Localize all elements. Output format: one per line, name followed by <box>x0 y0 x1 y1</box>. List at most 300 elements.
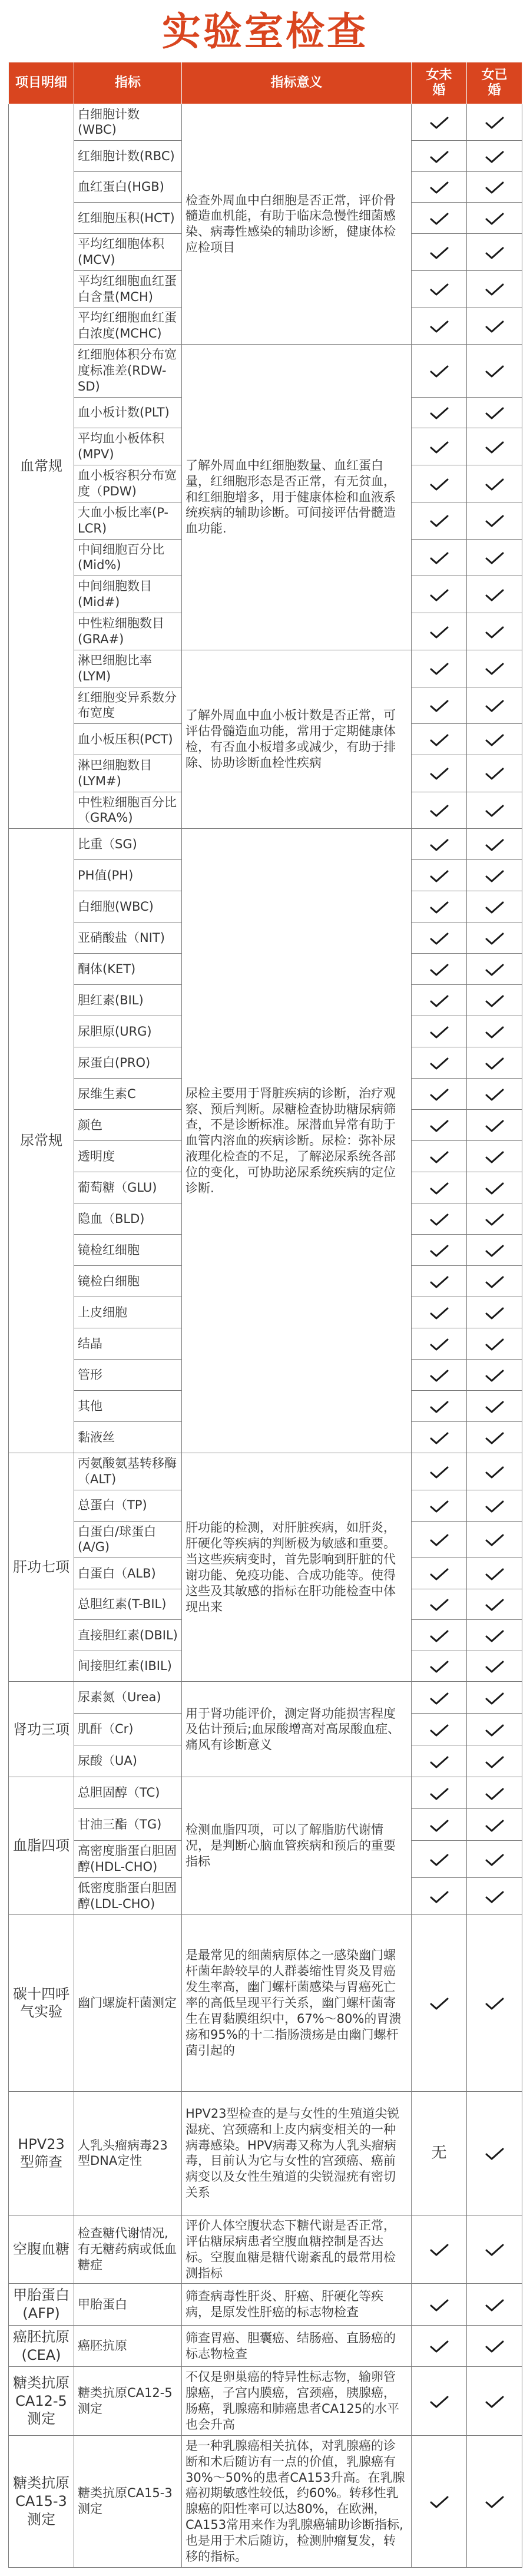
indicator-cell: 总蛋白（TP) <box>74 1490 182 1522</box>
check-mark-icon <box>485 1599 505 1611</box>
married-check-cell <box>467 650 522 687</box>
check-mark-icon <box>485 213 505 224</box>
check-mark-icon <box>485 1026 505 1038</box>
check-mark-icon <box>429 1120 449 1132</box>
meaning-cell: 检查外周血中白细胞是否正常，评价骨髓造血机能，有助于临床急慢性细菌感染、病毒性感染的辅助诊断，健康体检应检项目 <box>182 104 412 345</box>
check-mark-icon <box>429 1630 449 1642</box>
unmarried-check-cell <box>412 922 467 954</box>
check-mark-icon <box>429 1756 449 1768</box>
check-mark-icon <box>485 151 505 163</box>
unmarried-check-cell <box>412 576 467 613</box>
category-cell: 甲胎蛋白(AFP) <box>9 2284 74 2325</box>
check-mark-icon <box>429 1057 449 1069</box>
check-mark-icon <box>429 1151 449 1163</box>
check-mark-icon <box>485 1756 505 1768</box>
indicator-cell: 黏液丝 <box>74 1422 182 1453</box>
table-row <box>9 1682 522 1714</box>
check-mark-icon <box>485 626 505 638</box>
category-cell: 肾功三项 <box>9 1682 74 1777</box>
check-mark-icon <box>429 1432 449 1444</box>
check-mark-icon <box>485 1276 505 1288</box>
check-mark-icon <box>429 1370 449 1381</box>
married-check-cell <box>467 1521 522 1558</box>
check-mark-icon <box>429 151 449 163</box>
unmarried-check-cell <box>412 985 467 1016</box>
indicator-cell: 直接胆红素(DBIL) <box>74 1620 182 1651</box>
unmarried-check-cell <box>412 1914 467 2091</box>
indicator-cell: 丙氨酸氨基转移酶（ALT) <box>74 1453 182 1490</box>
category-cell: 糖类抗原CA15-3测定 <box>9 2435 74 2567</box>
header-indicator: 指标 <box>74 62 182 104</box>
check-mark-icon <box>429 1466 449 1478</box>
unmarried-check-cell <box>412 891 467 922</box>
check-mark-icon <box>429 870 449 882</box>
unmarried-check-cell <box>412 1141 467 1172</box>
indicator-cell: 透明度 <box>74 1141 182 1172</box>
check-mark-icon <box>429 1692 449 1704</box>
category-cell: 血常规 <box>9 104 74 829</box>
check-mark-icon <box>429 2396 449 2408</box>
indicator-cell: 颜色 <box>74 1110 182 1141</box>
header-meaning: 指标意义 <box>182 62 412 104</box>
married-check-cell <box>467 829 522 860</box>
category-cell: 尿常规 <box>9 829 74 1453</box>
indicator-cell: 尿蛋白(PRO) <box>74 1047 182 1079</box>
check-mark-icon <box>429 700 449 712</box>
unmarried-check-cell <box>412 1490 467 1522</box>
unmarried-check-cell <box>412 792 467 829</box>
check-mark-icon <box>485 1338 505 1350</box>
check-mark-icon <box>429 407 449 419</box>
check-mark-icon <box>429 478 449 490</box>
married-check-cell <box>467 1016 522 1047</box>
category-cell: 糖类抗原CA12-5测定 <box>9 2367 74 2436</box>
indicator-cell: 人乳头瘤病毒23型DNA定性 <box>74 2091 182 2215</box>
table-row <box>9 650 522 687</box>
check-mark-icon <box>429 1338 449 1350</box>
check-mark-icon <box>429 1568 449 1580</box>
category-cell: 肝功七项 <box>9 1453 74 1682</box>
unmarried-check-cell <box>412 1777 467 1809</box>
unmarried-check-cell <box>412 1841 467 1878</box>
check-mark-icon <box>485 1788 505 1800</box>
header-married: 女已婚 <box>467 62 522 104</box>
check-mark-icon <box>485 1245 505 1256</box>
unmarried-check-cell <box>412 270 467 307</box>
check-mark-icon <box>485 283 505 295</box>
check-mark-icon <box>429 626 449 638</box>
unmarried-check-cell <box>412 1521 467 1558</box>
unmarried-check-cell <box>412 1878 467 1915</box>
indicator-cell: 总胆红素(T-BIL) <box>74 1589 182 1620</box>
indicator-cell: 尿素氮（Urea) <box>74 1682 182 1714</box>
indicator-cell: 上皮细胞 <box>74 1297 182 1328</box>
indicator-cell: 镜检白细胞 <box>74 1266 182 1297</box>
indicator-cell: 淋巴细胞数目(LYM#) <box>74 755 182 792</box>
page-title: 实验室检查 <box>162 9 368 54</box>
unmarried-check-cell <box>412 2435 467 2567</box>
check-mark-icon <box>485 1120 505 1132</box>
married-check-cell <box>467 1297 522 1328</box>
check-mark-icon <box>485 1307 505 1319</box>
married-check-cell <box>467 203 522 234</box>
check-mark-icon <box>429 1891 449 1903</box>
unmarried-check-cell <box>412 687 467 724</box>
married-check-cell <box>467 2325 522 2366</box>
unmarried-check-cell <box>412 829 467 860</box>
meaning-cell: HPV23型检查的是与女性的生殖道尖锐湿疣、宫颈癌和上皮内病变相关的一种病毒感染。HPV病毒又称为人乳头瘤病毒，目前认为它与女性的宫颈癌、癌前病变以及女性生殖道的尖锐湿疣有密切关系 <box>182 2091 412 2215</box>
indicator-cell: 甘油三酯（TG) <box>74 1809 182 1841</box>
meaning-cell: 肝功能的检测，对肝脏疾病，如肝炎，肝硬化等疾病的判断极为敏感和重要。当这些疾病变时，首先影响到肝脏的代谢功能、免疫功能、合成功能等。使得这些及其敏感的指标在肝功能检查中体现出来 <box>182 1453 412 1682</box>
unmarried-check-cell <box>412 1651 467 1682</box>
married-check-cell <box>467 985 522 1016</box>
check-mark-icon <box>429 1500 449 1512</box>
indicator-cell: 白蛋白（ALB) <box>74 1558 182 1589</box>
unmarried-check-cell <box>412 954 467 985</box>
check-mark-icon <box>429 552 449 564</box>
married-check-cell <box>467 1878 522 1915</box>
married-check-cell <box>467 1360 522 1391</box>
check-mark-icon <box>429 932 449 944</box>
unmarried-check-cell <box>412 1422 467 1453</box>
unmarried-check-cell <box>412 1328 467 1360</box>
check-mark-icon <box>485 181 505 193</box>
unmarried-check-cell <box>412 1047 467 1079</box>
married-check-cell <box>467 1422 522 1453</box>
married-check-cell <box>467 2091 522 2215</box>
unmarried-check-cell <box>412 1110 467 1141</box>
married-check-cell <box>467 860 522 891</box>
check-mark-icon <box>429 1998 449 2009</box>
indicator-cell: 中性粒细胞数目(GRA#) <box>74 613 182 650</box>
check-mark-icon <box>485 117 505 128</box>
indicator-cell: 糖类抗原CA12-5测定 <box>74 2367 182 2436</box>
check-mark-icon <box>429 181 449 193</box>
married-check-cell <box>467 576 522 613</box>
indicator-cell: 平均血小板体积(MPV) <box>74 428 182 465</box>
married-check-cell <box>467 1651 522 1682</box>
check-mark-icon <box>485 1182 505 1194</box>
unmarried-check-cell <box>412 1682 467 1714</box>
check-mark-icon <box>485 407 505 419</box>
unmarried-check-cell <box>412 2284 467 2325</box>
check-mark-icon <box>485 515 505 527</box>
meaning-cell: 评价人体空腹状态下糖代谢是否正常，评估糖尿病患者空腹血糖控制是否达标。空腹血糖是糖代谢紊乱的最常用检测指标 <box>182 2215 412 2284</box>
unmarried-check-cell <box>412 1589 467 1620</box>
married-check-cell <box>467 792 522 829</box>
check-mark-icon <box>429 117 449 128</box>
unmarried-check-cell <box>412 724 467 755</box>
indicator-cell: 中间细胞数目(Mid#) <box>74 576 182 613</box>
check-mark-icon <box>429 839 449 851</box>
check-mark-icon <box>485 1630 505 1642</box>
check-mark-icon <box>429 1820 449 1831</box>
married-check-cell <box>467 755 522 792</box>
check-mark-icon <box>429 2340 449 2352</box>
check-mark-icon <box>429 1026 449 1038</box>
indicator-cell: 平均红细胞体积(MCV) <box>74 233 182 270</box>
check-mark-icon <box>485 1534 505 1546</box>
check-mark-icon <box>485 365 505 377</box>
married-check-cell <box>467 1391 522 1422</box>
indicator-cell: 高密度脂蛋白胆固醇(HDL-CHO) <box>74 1841 182 1878</box>
indicator-cell: 甲胎蛋白 <box>74 2284 182 2325</box>
indicator-cell: 幽门螺旋杆菌测定 <box>74 1914 182 2091</box>
married-check-cell <box>467 2367 522 2436</box>
check-mark-icon <box>485 1466 505 1478</box>
indicator-cell: 白细胞(WBC) <box>74 891 182 922</box>
married-check-cell <box>467 397 522 428</box>
check-mark-icon <box>429 1854 449 1866</box>
unmarried-check-cell <box>412 1809 467 1841</box>
indicator-cell: 管形 <box>74 1360 182 1391</box>
married-check-cell <box>467 1079 522 1110</box>
married-check-cell <box>467 1141 522 1172</box>
unmarried-check-cell <box>412 203 467 234</box>
married-check-cell <box>467 1620 522 1651</box>
unmarried-check-cell <box>412 1172 467 1203</box>
check-mark-icon <box>485 1854 505 1866</box>
category-cell: HPV23型筛查 <box>9 2091 74 2215</box>
table-row <box>9 2325 522 2366</box>
unmarried-check-cell <box>412 539 467 576</box>
check-mark-icon <box>485 247 505 259</box>
category-cell: 癌胚抗原(CEA) <box>9 2325 74 2366</box>
check-mark-icon <box>485 964 505 975</box>
header-unmarried: 女未婚 <box>412 62 467 104</box>
check-mark-icon <box>429 805 449 816</box>
unmarried-check-cell <box>412 233 467 270</box>
check-mark-icon <box>485 1057 505 1069</box>
married-check-cell <box>467 613 522 650</box>
indicator-cell: 白细胞计数(WBC) <box>74 104 182 141</box>
indicator-cell: 葡萄糖（GLU) <box>74 1172 182 1203</box>
indicator-cell: 中性粒细胞百分比（GRA%) <box>74 792 182 829</box>
check-mark-icon <box>485 1998 505 2009</box>
married-check-cell <box>467 1490 522 1522</box>
meaning-cell: 检测血脂四项，可以了解脂肪代谢情况，是判断心脑血管疾病和预后的重要指标 <box>182 1777 412 1915</box>
lab-test-table <box>8 62 522 2568</box>
table-row <box>9 1777 522 1809</box>
unmarried-check-cell <box>412 1235 467 1266</box>
unmarried-check-cell <box>412 171 467 203</box>
indicator-cell: 其他 <box>74 1391 182 1422</box>
unmarried-check-cell <box>412 1016 467 1047</box>
indicator-cell: 糖类抗原CA15-3测定 <box>74 2435 182 2567</box>
check-mark-icon <box>429 365 449 377</box>
unmarried-check-cell <box>412 1360 467 1391</box>
indicator-cell: 中间细胞百分比(Mid%) <box>74 539 182 576</box>
check-mark-icon <box>429 247 449 259</box>
married-check-cell <box>467 2435 522 2567</box>
check-mark-icon <box>485 589 505 601</box>
check-mark-icon <box>485 700 505 712</box>
table-row <box>9 2091 522 2215</box>
married-check-cell <box>467 1682 522 1714</box>
check-mark-icon <box>485 320 505 332</box>
married-check-cell <box>467 345 522 398</box>
married-check-cell <box>467 428 522 465</box>
indicator-cell: 总胆固醇（TC) <box>74 1777 182 1809</box>
unmarried-none-cell: 无 <box>412 2091 467 2215</box>
check-mark-icon <box>429 1788 449 1800</box>
married-check-cell <box>467 1558 522 1589</box>
married-check-cell <box>467 1047 522 1079</box>
check-mark-icon <box>485 2244 505 2256</box>
check-mark-icon <box>485 1089 505 1100</box>
unmarried-check-cell <box>412 428 467 465</box>
married-check-cell <box>467 687 522 724</box>
indicator-cell: PH值(PH) <box>74 860 182 891</box>
indicator-cell: 镜检红细胞 <box>74 1235 182 1266</box>
table-row <box>9 2435 522 2567</box>
check-mark-icon <box>429 1599 449 1611</box>
married-check-cell <box>467 465 522 502</box>
married-check-cell <box>467 1841 522 1878</box>
unmarried-check-cell <box>412 104 467 141</box>
meaning-cell: 了解外周血中血小板计数是否正常，可评估骨髓造血功能，常用于定期健康体检，有否血小板增多或减少，有助于排除、协助诊断血栓性疾病 <box>182 650 412 829</box>
unmarried-check-cell <box>412 1745 467 1777</box>
married-check-cell <box>467 954 522 985</box>
check-mark-icon <box>485 1724 505 1736</box>
meaning-cell: 是一种乳腺癌相关抗体，对乳腺癌的诊断和术后随访有一点的价值，乳腺癌有30%～50%的患者CA153升高。在乳腺癌初期敏感性较低，约60%。转移性乳腺癌的阳性率可以达80%，在欧洲，CA153常用来作为乳腺癌辅助诊断指标,也是用于术后随访，检测肿瘤复发，转移的指标。 <box>182 2435 412 2567</box>
indicator-cell: 尿酸（UA) <box>74 1745 182 1777</box>
married-check-cell <box>467 141 522 172</box>
unmarried-check-cell <box>412 345 467 398</box>
married-check-cell <box>467 539 522 576</box>
check-mark-icon <box>485 1692 505 1704</box>
table-header-row <box>9 62 522 104</box>
indicator-cell: 血小板压积(PCT) <box>74 724 182 755</box>
married-check-cell <box>467 270 522 307</box>
married-check-cell <box>467 1110 522 1141</box>
indicator-cell: 血小板计数(PLT) <box>74 397 182 428</box>
check-mark-icon <box>485 2396 505 2408</box>
indicator-cell: 血红蛋白(HGB) <box>74 171 182 203</box>
category-cell: 碳十四呼气实验 <box>9 1914 74 2091</box>
table-row <box>9 2367 522 2436</box>
indicator-cell: 尿胆原(URG) <box>74 1016 182 1047</box>
check-mark-icon <box>485 1401 505 1413</box>
check-mark-icon <box>429 515 449 527</box>
table-row <box>9 829 522 860</box>
unmarried-check-cell <box>412 613 467 650</box>
check-mark-icon <box>429 2496 449 2508</box>
meaning-cell: 尿检主要用于肾脏疾病的诊断，治疗观察、预后判断。尿糖检查协助糖尿病筛查，不是诊断标准。尿潜血异常有助于血管内溶血的疾病诊断。尿检：弥补尿液理化检查的不足，了解泌尿系统各部位的变化，可协助泌尿系统疾病的定位诊断. <box>182 829 412 1453</box>
check-mark-icon <box>485 2299 505 2311</box>
unmarried-check-cell <box>412 502 467 539</box>
check-mark-icon <box>485 2340 505 2352</box>
check-mark-icon <box>485 441 505 453</box>
married-check-cell <box>467 502 522 539</box>
unmarried-check-cell <box>412 1558 467 1589</box>
check-mark-icon <box>429 768 449 779</box>
indicator-cell: 平均红细胞血红蛋白含量(MCH) <box>74 270 182 307</box>
check-mark-icon <box>485 663 505 674</box>
married-check-cell <box>467 233 522 270</box>
indicator-cell: 比重（SG) <box>74 829 182 860</box>
check-mark-icon <box>429 283 449 295</box>
indicator-cell: 平均红细胞血红蛋白浓度(MCHC) <box>74 307 182 345</box>
unmarried-check-cell <box>412 397 467 428</box>
meaning-cell: 了解外周血中红细胞数量、血红蛋白量，红细胞形态是否正常，有无贫血，和红细胞增多，用于健康体检和血液系统疾病的辅助诊断。可间接评估骨髓造血功能. <box>182 345 412 650</box>
check-mark-icon <box>429 1213 449 1225</box>
table-row <box>9 2215 522 2284</box>
category-cell: 血脂四项 <box>9 1777 74 1915</box>
unmarried-check-cell <box>412 1391 467 1422</box>
meaning-cell: 是最常见的细菌病原体之一感染幽门螺杆菌年龄较早的人群萎缩性胃炎及胃癌发生率高，幽门螺杆菌感染与胃癌死亡率的高低呈现平行关系，幽门螺杆菌寄生在胃黏膜组织中，67%～80%的胃溃疡和95%的十二指肠溃疡是由幽门螺杆菌引起的 <box>182 1914 412 2091</box>
married-check-cell <box>467 1589 522 1620</box>
check-mark-icon <box>485 870 505 882</box>
unmarried-check-cell <box>412 2325 467 2366</box>
check-mark-icon <box>485 552 505 564</box>
check-mark-icon <box>485 2496 505 2508</box>
table-body <box>9 104 522 2567</box>
unmarried-check-cell <box>412 2215 467 2284</box>
table-row <box>9 104 522 141</box>
check-mark-icon <box>429 1245 449 1256</box>
check-mark-icon <box>429 589 449 601</box>
indicator-cell: 癌胚抗原 <box>74 2325 182 2366</box>
indicator-cell: 亚硝酸盐（NIT) <box>74 922 182 954</box>
indicator-cell: 红细胞计数(RBC) <box>74 141 182 172</box>
check-mark-icon <box>485 839 505 851</box>
indicator-cell: 红细胞变异系数分布宽度 <box>74 687 182 724</box>
married-check-cell <box>467 171 522 203</box>
unmarried-check-cell <box>412 465 467 502</box>
unmarried-check-cell <box>412 1203 467 1235</box>
check-mark-icon <box>485 1151 505 1163</box>
check-mark-icon <box>429 213 449 224</box>
unmarried-check-cell <box>412 1620 467 1651</box>
married-check-cell <box>467 891 522 922</box>
check-mark-icon <box>429 901 449 913</box>
indicator-cell: 红细胞体积分布宽度标准差(RDW-SD) <box>74 345 182 398</box>
indicator-cell: 隐血（BLD) <box>74 1203 182 1235</box>
married-check-cell <box>467 724 522 755</box>
unmarried-check-cell <box>412 1297 467 1328</box>
check-mark-icon <box>485 1213 505 1225</box>
check-mark-icon <box>485 805 505 816</box>
meaning-cell: 用于肾功能评价，测定肾功能损害程度及估计预后;血尿酸增高对高尿酸血症、痛风有诊断意义 <box>182 1682 412 1777</box>
unmarried-check-cell <box>412 860 467 891</box>
check-mark-icon <box>429 1307 449 1319</box>
married-check-cell <box>467 1745 522 1777</box>
married-check-cell <box>467 1266 522 1297</box>
check-mark-icon <box>429 663 449 674</box>
indicator-cell: 白蛋白/球蛋白(A/G) <box>74 1521 182 1558</box>
unmarried-check-cell <box>412 1714 467 1745</box>
indicator-cell: 大血小板比率(P-LCR) <box>74 502 182 539</box>
check-mark-icon <box>485 768 505 779</box>
indicator-cell: 胆红素(BIL) <box>74 985 182 1016</box>
married-check-cell <box>467 1714 522 1745</box>
married-check-cell <box>467 307 522 345</box>
indicator-cell: 检查糖代谢情况,有无糖药病或低血糖症 <box>74 2215 182 2284</box>
unmarried-check-cell <box>412 1266 467 1297</box>
check-mark-icon <box>429 1661 449 1672</box>
married-check-cell <box>467 1777 522 1809</box>
unmarried-check-cell <box>412 1079 467 1110</box>
indicator-cell: 淋巴细胞比率(LYM) <box>74 650 182 687</box>
unmarried-check-cell <box>412 650 467 687</box>
married-check-cell <box>467 1203 522 1235</box>
married-check-cell <box>467 1809 522 1841</box>
unmarried-check-cell <box>412 1453 467 1490</box>
check-mark-icon <box>485 1432 505 1444</box>
check-mark-icon <box>429 1401 449 1413</box>
unmarried-check-cell <box>412 307 467 345</box>
